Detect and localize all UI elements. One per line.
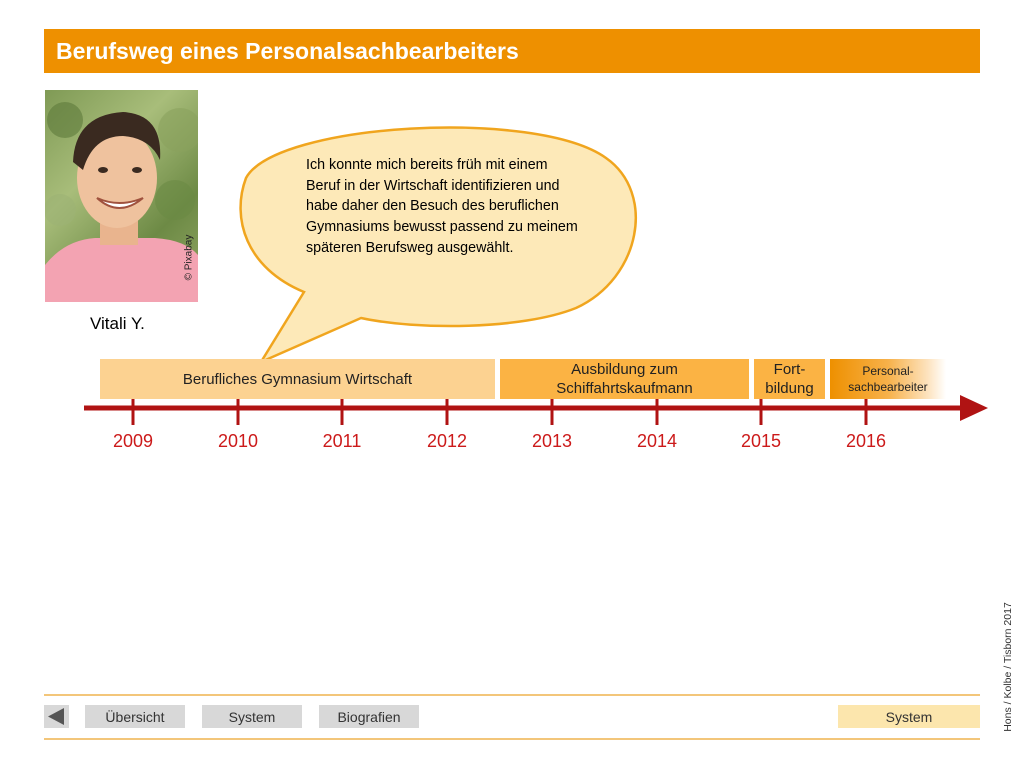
- back-button[interactable]: [44, 705, 69, 728]
- phase-personal-line2: sachbearbeiter: [848, 380, 928, 394]
- phase-fortbildung-line2: bildung: [765, 380, 814, 397]
- phase-personal-line1: Personal-: [862, 364, 914, 378]
- phase-gymnasium-label: Berufliches Gymnasium Wirtschaft: [182, 370, 413, 388]
- nav-uebersicht-button[interactable]: Übersicht: [85, 705, 185, 728]
- triangle-left-icon: [44, 705, 69, 728]
- footer-line-top: [44, 694, 980, 696]
- page-title: Berufsweg eines Personalsachbearbeiters: [56, 38, 519, 64]
- year-label: 2010: [217, 431, 259, 451]
- person-name: Vitali Y.: [90, 314, 145, 333]
- nav-biografien-button[interactable]: Biografien: [319, 705, 419, 728]
- copyright: Hons / Kolbe / Tisborn 2017: [1002, 602, 1014, 732]
- year-label: 2009: [112, 431, 154, 451]
- year-label: 2013: [531, 431, 573, 451]
- timeline-arrow-icon: [960, 395, 988, 421]
- photo-credit: © Pixabay: [183, 234, 195, 281]
- year-label: 2011: [322, 431, 362, 451]
- timeline-ticks: [133, 399, 866, 425]
- footer-line-bottom: [44, 738, 980, 740]
- nav-system-button[interactable]: System: [202, 705, 302, 728]
- year-label: 2016: [845, 431, 887, 451]
- phase-ausbildung-line2: Schiffahrtskaufmann: [556, 380, 693, 397]
- quote-text: Ich konnte mich bereits früh mit einem Beruf in der Wirtschaft identifizieren und habe daher den Besuch des beruflichen Gymnasiums bewusst passend zu meinem späteren Berufsweg ausgewählt.: [306, 157, 578, 256]
- year-label: 2012: [426, 431, 468, 451]
- year-label: 2015: [740, 431, 782, 451]
- phase-ausbildung-line1: Ausbildung zum: [571, 361, 678, 378]
- nav-active-section-button[interactable]: System: [838, 705, 980, 728]
- phase-fortbildung-line1: Fort-: [773, 361, 806, 378]
- year-label: 2014: [636, 431, 678, 451]
